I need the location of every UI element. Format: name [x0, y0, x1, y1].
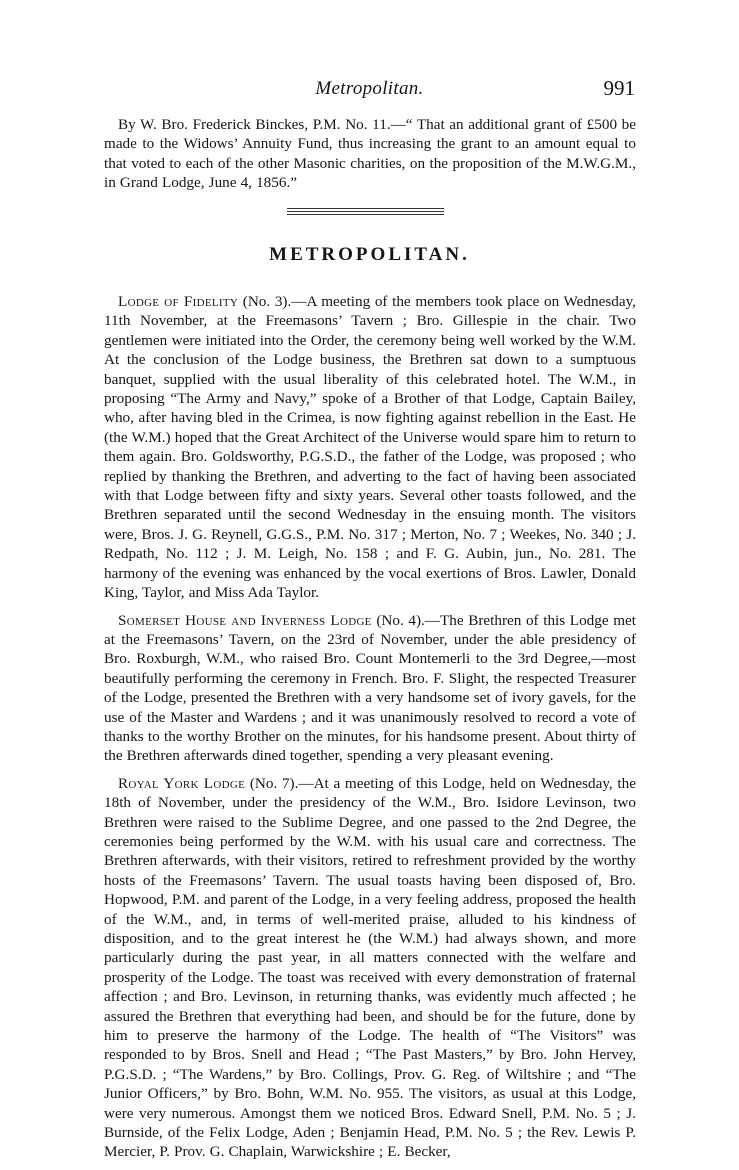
- running-title: Metropolitan.: [315, 78, 424, 99]
- page-number: 991: [603, 76, 635, 100]
- report-text: (No. 7).—At a meeting of this Lodge, held on Wednesday, the 18th of November, under the presidency of the W.M., Bro. Isidore Levinson, two Brethren were raised to the Sublime Degree, and one passed to the 2nd Degree, the ceremonies being performed by the W.M. with his usual care and correctness. The Brethren afterwards, with their visitors, retired to refreshment provided by the worthy hosts of the Freemasons’ Tavern. The usual toasts having been disposed of, Bro. Hopwood, P.M. and parent of the Lodge, in a very feeling address, proposed the health of the W.M., and, in terms of well-merited praise, alluded to his kindness of disposition, and to the great interest he (the W.M.) had always shown, and more particularly during the past year, in all matters connected with the welfare and prosperity of the Lodge. The toast was received with every demonstration of fraternal affection ; and Bro. Levinson, in returning thanks, was evidently much affected ; he assured the Brethren that everything had been, and should be for the future, done by him to preserve the harmony of the Lodge. The health of “The Visitors” was responded to by Bros. Snell and Head ; “The Past Masters,” by Bro. John Hervey, P.G.S.D. ; “The Wardens,” by Bro. Collings, Prov. G. Reg. of Wiltshire ; and “The Junior Officers,” by Bro. Bohn, W.M. No. 955. The visitors, as usual at this Lodge, were very numerous. Amongst them we noticed Bros. Edward Snell, P.M. No. 5 ; J. Burnside, of the Felix Lodge, Aden ; Benjamin Head, P.M. No. 5 ; the Rev. Lewis P. Mercier, P. Prov. G. Chaplain, Warwickshire ; E. Becker,: [104, 774, 636, 1161]
- lodge-report-fidelity: [104, 292, 636, 603]
- lodge-report-somerset-house: [104, 611, 636, 766]
- section-divider: [287, 208, 444, 217]
- lodge-report-royal-york: [104, 774, 636, 1162]
- resolution-block: [104, 115, 636, 193]
- article-body: [104, 292, 636, 1170]
- lodge-name: Lodge of Fidelity: [118, 293, 239, 310]
- resolution-paragraph: By W. Bro. Frederick Binckes, P.M. No. 11.—“ That an additional grant of £500 be made to the Widows’ Annuity Fund, thus increasing the grant to an amount equal to that voted to each of the other Masonic charities, on the proposition of the M.W.G.M., in Grand Lodge, June 4, 1856.”: [104, 116, 636, 192]
- section-heading: METROPOLITAN.: [269, 244, 470, 265]
- lodge-name: Royal York Lodge: [118, 774, 246, 792]
- lodge-name: Somerset House and Inverness Lodge: [118, 611, 372, 629]
- report-text: (No. 3).—A meeting of the members took place on Wednesday, 11th November, at the Freemasons’ Tavern ; Bro. Gillespie in the chair. Two gentlemen were initiated into the Order, the ceremony being well worked by the W.M. At the conclusion of the Lodge business, the Brethren sat down to a sumptuous banquet, supplied with the usual liberality of this celebrated hotel. The W.M., in proposing “The Army and Navy,” spoke of a Brother of that Lodge, Captain Bailey, who, after having bled in the Crimea, is now fighting against rebellion in the East. He (the W.M.) hoped that the Great Architect of the Universe would spare him to return to them again. Bro. Goldsworthy, P.G.S.D., the father of the Lodge, was proposed ; who replied by thanking the Brethren, and adverting to the fact of having been associated with that Lodge between fifty and sixty years. Several other toasts followed, and the Brethren separated until the second Wednesday in the ensuing month. The visitors were, Bros. J. G. Reynell, G.G.S., P.M. No. 317 ; Merton, No. 7 ; Weekes, No. 340 ; J. Redpath, No. 112 ; J. M. Leigh, No. 158 ; and F. G. Aubin, jun., No. 281. The harmony of the evening was enhanced by the vocal exertions of Bros. Lawler, Donald King, Taylor, and Miss Ada Taylor.: [104, 293, 636, 602]
- report-text: (No. 4).—The Brethren of this Lodge met at the Freemasons’ Tavern, on the 23rd of November, under the able presidency of Bro. Roxburgh, W.M., who raised Bro. Count Montemerli to the 3rd Degree,—most beautifully performing the ceremony in French. Bro. F. Slight, the respected Treasurer of the Lodge, presented the Brethren with a very handsome set of ivory gavels, for the use of the Master and Wardens ; and it was unanimously resolved to record a vote of thanks to the worthy Brother on the minutes, for his handsome present. About thirty of the Brethren afterwards dined together, spending a very pleasant evening.: [104, 611, 636, 765]
